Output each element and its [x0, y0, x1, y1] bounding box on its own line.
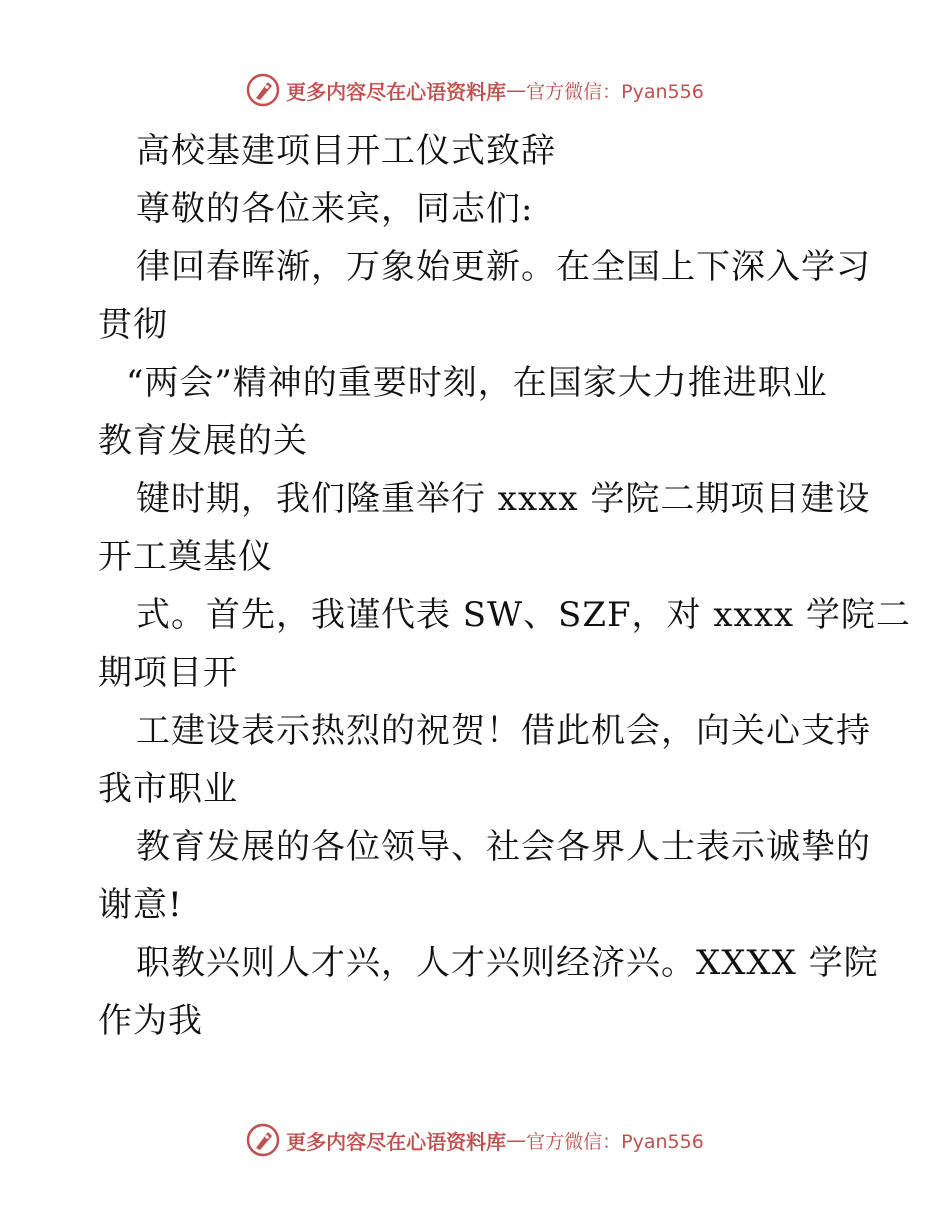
paragraph-line: 工建设表示热烈的祝贺！借此机会，向关心支持: [136, 711, 871, 751]
pen-nib-icon: [246, 73, 280, 107]
paragraph-line: 作为我: [98, 1001, 203, 1041]
paragraph-line: 键时期，我们隆重举行 xxxx 学院二期项目建设: [136, 479, 871, 519]
banner-wechat-text: 官方微信：Pyan556: [526, 1130, 704, 1153]
banner-brand-text: 更多内容尽在心语资料库: [286, 1129, 507, 1154]
paragraph-line: 谢意!: [98, 885, 183, 925]
salutation: 尊敬的各位来宾，同志们:: [136, 189, 534, 229]
document-body: [98, 122, 911, 1050]
banner-wechat-text: 官方微信：Pyan556: [526, 80, 704, 103]
paragraph-line: 期项目开: [98, 653, 238, 693]
document-title: 高校基建项目开工仪式致辞: [136, 131, 556, 171]
paragraph-line: “两会”精神的重要时刻，在国家大力推进职业: [126, 363, 828, 403]
footer-banner: [0, 1120, 950, 1160]
header-banner: [0, 70, 950, 110]
paragraph-line: 职教兴则人才兴，人才兴则经济兴。XXXX 学院: [136, 943, 879, 983]
paragraph-line: 贯彻: [98, 305, 168, 345]
banner-brand-text: 更多内容尽在心语资料库: [286, 79, 507, 104]
banner-separator: —: [506, 1128, 527, 1152]
paragraph-line: 我市职业: [98, 769, 238, 809]
paragraph-line: 开工奠基仪: [98, 537, 273, 577]
paragraph-line: 式。首先，我谨代表 SW、SZF，对 xxxx 学院二: [136, 595, 911, 635]
paragraph-line: 律回春晖渐，万象始更新。在全国上下深入学习: [136, 247, 871, 287]
pen-nib-icon: [246, 1123, 280, 1157]
paragraph-line: 教育发展的各位领导、社会各界人士表示诚挚的: [136, 827, 871, 867]
banner-separator: —: [506, 78, 527, 102]
paragraph-line: 教育发展的关: [98, 421, 308, 461]
